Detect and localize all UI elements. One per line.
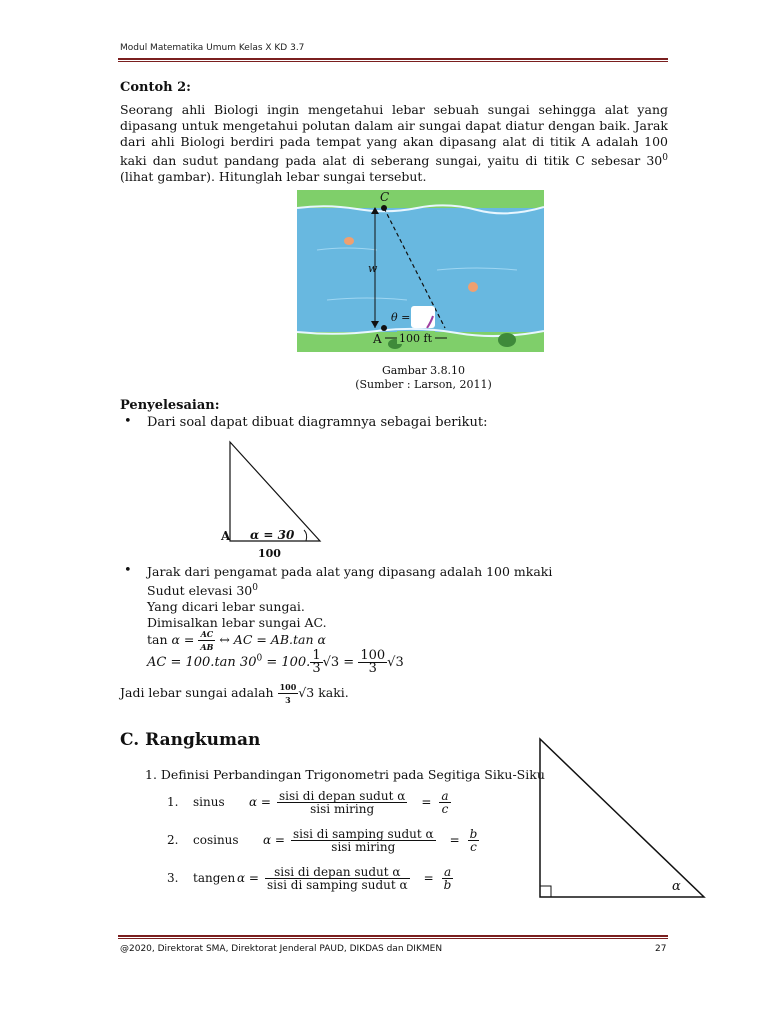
fish-icon — [468, 282, 478, 292]
svg-text:A: A — [373, 332, 382, 346]
solution-diagram — [218, 438, 328, 562]
svg-text:C: C — [380, 190, 390, 204]
triangle — [540, 739, 704, 897]
footer-rule — [118, 935, 668, 937]
point-c — [381, 205, 387, 211]
bullet: • — [124, 414, 132, 429]
svg-text:A: A — [221, 529, 231, 543]
figure-caption: Gambar 3.8.10 (Sumber : Larson, 2011) — [355, 364, 492, 391]
svg-text:w: w — [368, 262, 378, 275]
svg-text:100 ft: 100 ft — [399, 332, 432, 345]
point-a — [381, 325, 387, 331]
formula-row: 1. sinus α = $\frac{\text{sisi di depan sudut α}}{\text{sisi miring}}$ = $\frac{a}{c}$ — [167, 788, 449, 816]
equation-1: tan α = $\frac{AC}{AB}$ ↔ AC = AB.tan α — [147, 629, 326, 652]
formula-row: 3. tangen α = $\frac{\text{sisi di depan sudut α}}{\text{sisi di samping sudut α}}$ = $\frac{a}{b}$ — [167, 864, 452, 892]
summary-heading: C. Rangkuman — [120, 730, 261, 750]
header-rule — [118, 58, 668, 60]
solution-bullet1: Dari soal dapat dibuat diagramnya sebagai berikut: — [147, 415, 488, 430]
solution-bullet2: Jarak dari pengamat pada alat yang dipasang adalah 100 mkaki Sudut elevasi $30^0$ Yang dicari lebar sungai. Dimisalkan lebar sungai AC. — [147, 564, 553, 631]
header-rule-thin — [118, 61, 668, 62]
svg-text:α: α — [672, 879, 681, 894]
right-angle-marker — [540, 886, 551, 897]
footer-rule-thin — [118, 938, 668, 939]
page-number: 27 — [655, 944, 667, 954]
angle-arc — [304, 530, 307, 541]
angle-mask — [411, 306, 435, 328]
example-problem: Seorang ahli Biologi ingin mengetahui lebar sebuah sungai sehingga alat yang dipasang untuk mengetahui polutan dalam air sungai dapat diatur dengan baik. Jarak dari ahli Biologi berdiri pada tempat yang akan dipasang alat di titik A adalah 100 kaki dan sudut pandang pada alat di seberang sungai, yaitu di titik C sebesar $30^0$ (lihat gambar). Hitunglah lebar sungai tersebut. — [120, 102, 668, 185]
bush-icon — [498, 333, 516, 347]
svg-text:θ =: θ = — [391, 311, 411, 324]
summary-item1: 1. Definisi Perbandingan Trigonometri pada Segitiga Siku-Siku — [145, 767, 545, 782]
example-heading: Contoh 2: — [120, 80, 191, 95]
equation-2: AC = 100.tan $30^0 = 100$. $\frac{1}{3}$ √3 = $\frac{100}{3}$ √3 — [147, 648, 404, 676]
footer-text: @2020, Direktorat SMA, Direktorat Jenderal PAUD, DIKDAS dan DIKMEN — [120, 944, 443, 954]
svg-text:α = 30: α = 30 — [250, 528, 295, 542]
formula-row: 2. cosinus α = $\frac{\text{sisi di samping sudut α}}{\text{sisi miring}}$ = $\frac{b}{c}$ — [167, 826, 478, 854]
fish-icon — [344, 237, 354, 245]
bullet: • — [124, 563, 132, 578]
svg-text:100: 100 — [258, 547, 281, 560]
conclusion: Jadi lebar sungai adalah $\frac{100}{3}$ √3 kaki. — [120, 682, 349, 705]
summary-triangle — [534, 735, 710, 901]
header-title: Modul Matematika Umum Kelas X KD 3.7 — [120, 43, 305, 53]
summary-formulas — [167, 783, 479, 897]
river-figure — [297, 190, 544, 352]
solution-heading: Penyelesaian: — [120, 398, 220, 413]
triangle — [230, 442, 320, 541]
